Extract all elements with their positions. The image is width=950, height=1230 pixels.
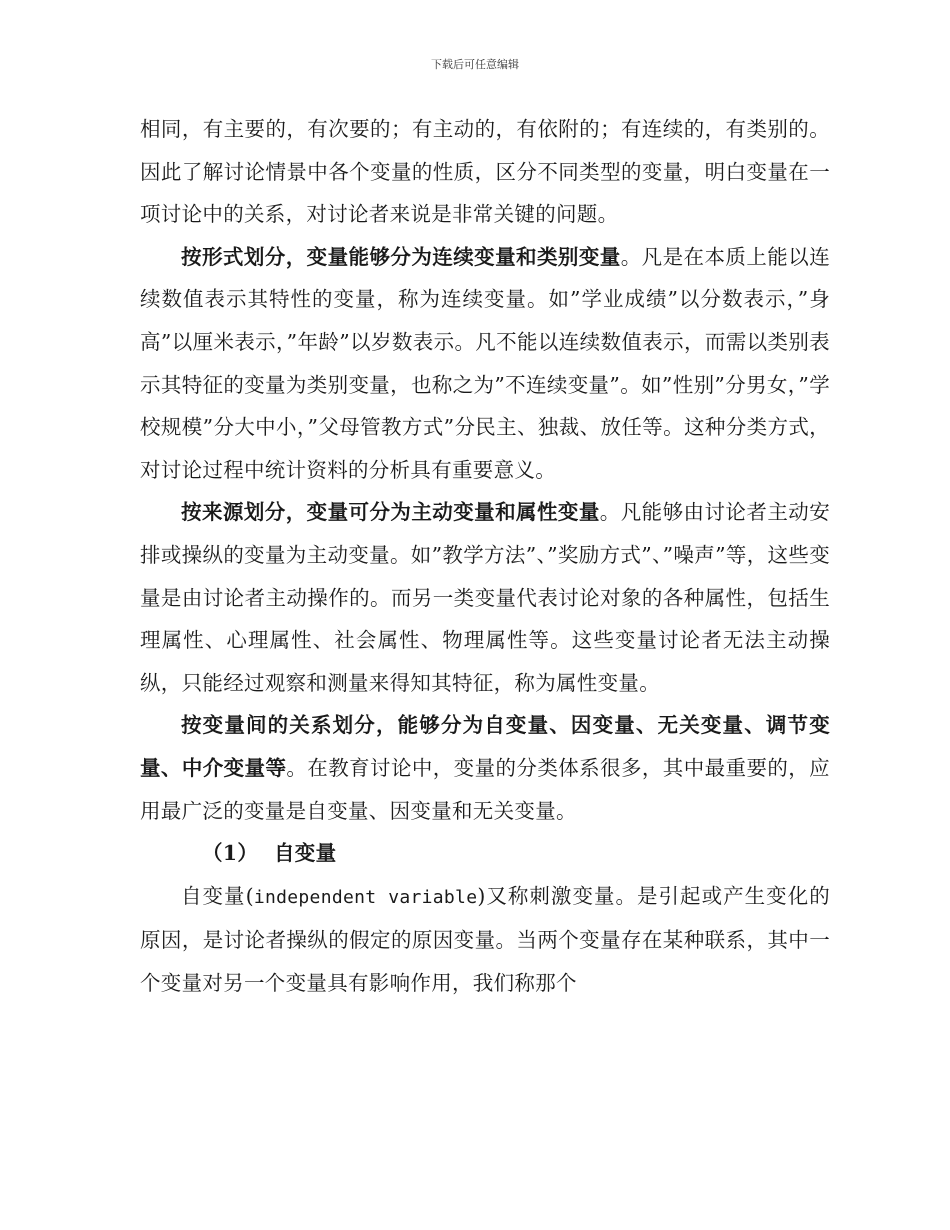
- section-number: （1）: [202, 841, 259, 866]
- paragraph-text: 相同，有主要的，有次要的；有主动的，有依附的；有连续的，有类别的。因此了解讨论情景中各个变量的性质，区分不同类型的变量，明白变量在一项讨论中的关系，对讨论者来说是非常关键的问题。: [140, 117, 830, 227]
- document-body: [140, 108, 830, 1004]
- paragraph-continuation: [140, 108, 830, 236]
- paragraph-relation-classification: [140, 704, 830, 832]
- section-title: 自变量: [274, 841, 337, 866]
- paragraph-text-post: )又称刺激变量。是引起或产生变化的原因，是讨论者操纵的假定的原因变量。当两个变量存在某种联系，其中一个变量对另一个变量具有影响作用，我们称那个: [140, 883, 830, 995]
- paragraph-source-classification: [140, 491, 830, 704]
- page-header: 下载后可任意编辑: [431, 58, 519, 71]
- paragraph-text-pre: 自变量(: [181, 883, 254, 908]
- paragraph-text: 。凡是在本质上能以连续数值表示其特性的变量，称为连续变量。如”学业成绩”以分数表示，”身高”以厘米表示，”年龄”以岁数表示。凡不能以连续数值表示，而需以类别表示其特征的变量为类别变量，也称之为”不连续变量”。如”性别”分男女，”学校规模”分大中小，”父母管教方式”分民主、独裁、放任等。这种分类方式，对讨论过程中统计资料的分析具有重要意义。: [140, 244, 830, 482]
- english-term: independent variable: [253, 886, 478, 908]
- paragraph-text: 。凡能够由讨论者主动安排或操纵的变量为主动变量。如”教学方法”、”奖励方式”、”噪声”等，这些变量是由讨论者主动操作的。而另一类变量代表讨论对象的各种属性，包括生理属性、心理属性、社会属性、物理属性等。这些变量讨论者无法主动操纵，只能经过观察和测量来得知其特征，称为属性变量。: [140, 500, 830, 695]
- section-heading: [140, 832, 830, 875]
- paragraph-lead: 按变量间的关系划分，能够分为自变量、因变量、无关变量、调节变量、中介变量等: [140, 713, 830, 780]
- paragraph-text: 。在教育讨论中，变量的分类体系很多，其中最重要的，应用最广泛的变量是自变量、因变量和无关变量。: [140, 755, 830, 823]
- paragraph-lead: 按形式划分，变量能够分为连续变量和类别变量: [181, 244, 621, 269]
- paragraph-form-classification: [140, 236, 830, 492]
- paragraph-lead: 按来源划分，变量可分为主动变量和属性变量: [181, 500, 600, 525]
- paragraph-independent-variable: [140, 875, 830, 1005]
